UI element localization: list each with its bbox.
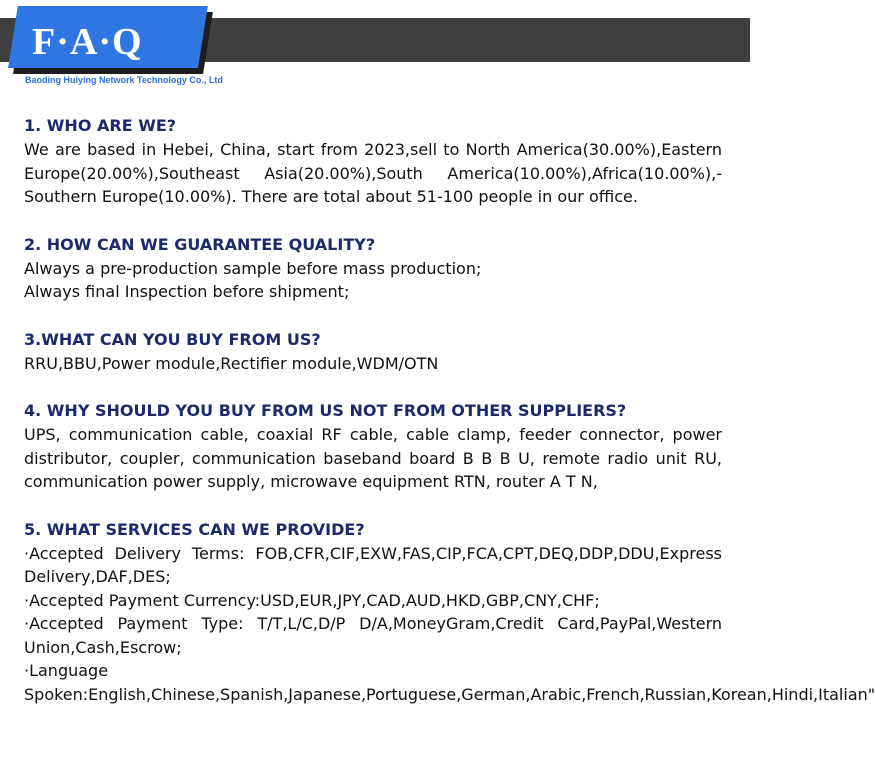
faq-answer — [24, 257, 722, 304]
faq-question: 5. WHAT SERVICES CAN WE PROVIDE? — [24, 519, 365, 539]
faq-item — [24, 114, 722, 209]
faq-question: 2. HOW CAN WE GUARANTEE QUALITY? — [24, 234, 376, 254]
answer-line: ·Accepted Delivery Terms: FOB,CFR,CIF,EXW,FAS,CIP,FCA,CPT,DEQ,DDP,DDU,Express Delivery,DAF,DES; — [24, 543, 722, 586]
faq-item — [24, 233, 722, 304]
answer-line: RRU,BBU,Power module,Rectifier module,WDM/OTN — [24, 353, 439, 373]
company-name: Baoding Huiying Network Technology Co., Ltd — [25, 75, 223, 85]
faq-answer — [24, 138, 722, 209]
faq-item — [24, 328, 722, 376]
faq-question: 1. WHO ARE WE? — [24, 116, 177, 135]
page-title: F·A·Q — [32, 21, 143, 63]
faq-answer — [24, 352, 722, 376]
faq-answer — [24, 542, 875, 707]
answer-line: ·Accepted Payment Currency:USD,EUR,JPY,CAD,AUD,HKD,GBP,CNY,CHF; — [24, 590, 600, 610]
answer-line: UPS, communication cable, coaxial RF cable, cable clamp, feeder connector, power distributor, coupler, communication baseband board B B B U, remote radio unit RU, communication power supply, microwave equipment RTN, router A T N, — [24, 425, 722, 491]
faq-question: 4. WHY SHOULD YOU BUY FROM US NOT FROM OTHER SUPPLIERS? — [24, 401, 627, 420]
answer-line: We are based in Hebei, China, start from 2023,sell to North America(30.00%),Eastern Europe(20.00%),Southeast Asia(20.00%),South America(10.00%),Africa(10.00%),-Southern Europe(10.00%). There are total about 51-100 people in our office. — [24, 140, 722, 206]
answer-line: ·Language Spoken:English,Chinese,Spanish,Japanese,Portuguese,German,Arabic,French,Russian,Korean,Hindi,Italian" — [24, 661, 875, 704]
faq-item — [24, 399, 722, 494]
faq-list — [24, 114, 875, 730]
answer-line: ·Accepted Payment Type: T/T,L/C,D/P D/A,MoneyGram,Credit Card,PayPal,Western Union,Cash,Escrow; — [24, 614, 722, 657]
faq-question: 3.WHAT CAN YOU BUY FROM US? — [24, 329, 321, 349]
answer-line: Always a pre-production sample before mass production; — [24, 258, 482, 278]
faq-item — [24, 518, 875, 707]
faq-answer — [24, 423, 722, 494]
answer-line: Always final Inspection before shipment; — [24, 282, 350, 301]
